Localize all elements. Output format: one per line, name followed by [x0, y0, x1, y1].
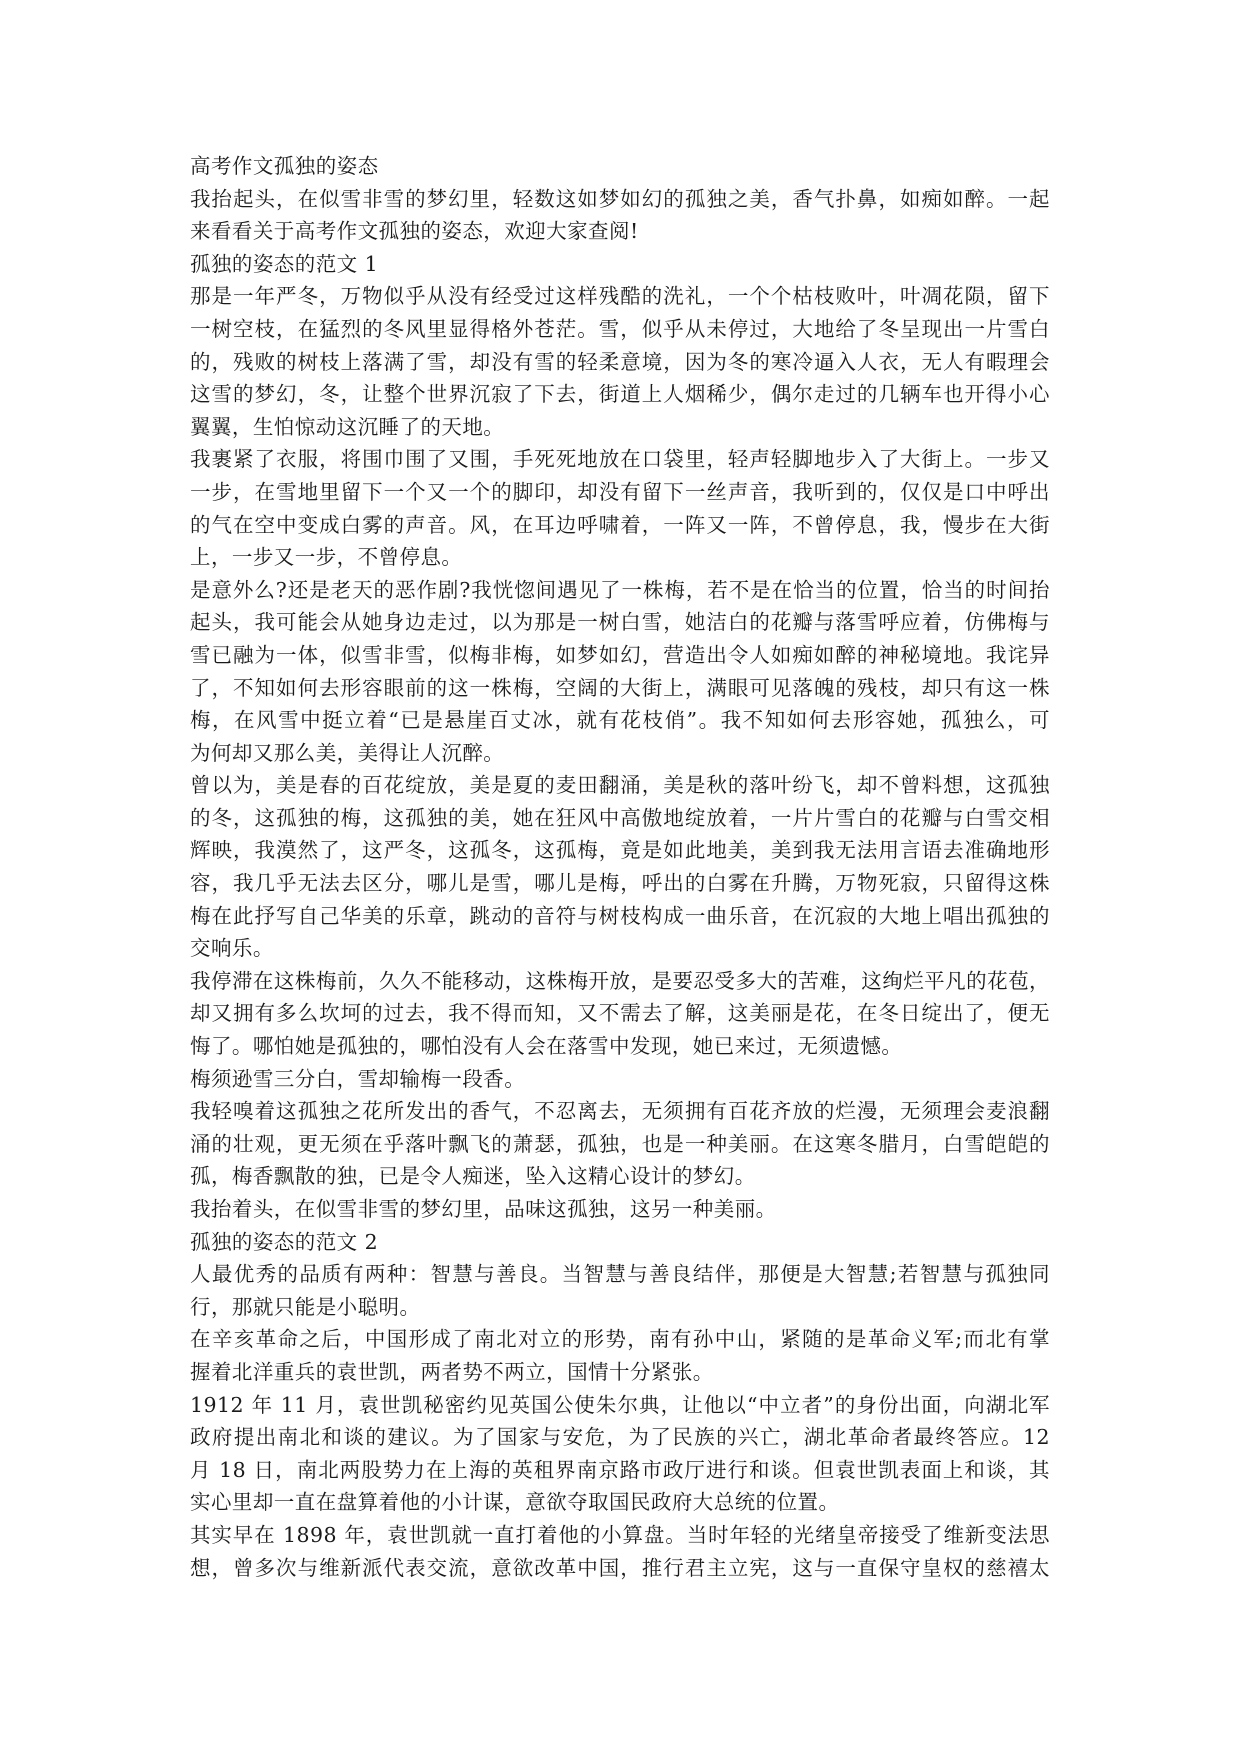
text-line: 人最优秀的品质有两种：智慧与善良。当智慧与善良结伴，那便是大智慧;若智慧与孤独同 — [190, 1262, 1050, 1287]
text-line: 我裹紧了衣服，将围巾围了又围，手死死地放在口袋里，轻声轻脚地步入了大街上。一步又 — [190, 447, 1050, 472]
text-line: 想，曾多次与维新派代表交流，意欲改革中国，推行君主立宪，这与一直保守皇权的慈禧太 — [190, 1555, 1050, 1580]
text-line: 辉映，我漠然了，这严冬，这孤冬，这孤梅，竟是如此地美，美到我无法用言语去准确地形 — [190, 838, 1050, 863]
text-line: 一步，在雪地里留下一个又一个的脚印，却没有留下一丝声音，我听到的，仅仅是口中呼出 — [190, 479, 1050, 504]
text-line: 为何却又那么美，美得让人沉醉。 — [190, 740, 505, 765]
text-line: 握着北洋重兵的袁世凯，两者势不两立，国情十分紧张。 — [190, 1359, 714, 1384]
text-line: 起头，我可能会从她身边走过，以为那是一树白雪，她洁白的花瓣与落雪呼应着，仿佛梅与 — [190, 610, 1050, 635]
text-line: 翼翼，生怕惊动这沉睡了的天地。 — [190, 414, 505, 439]
text-line: 容，我几乎无法去区分，哪儿是雪，哪儿是梅，呼出的白雾在升腾，万物死寂，只留得这株 — [190, 871, 1050, 896]
text-line: 我停滞在这株梅前，久久不能移动，这株梅开放，是要忍受多大的苦难，这绚烂平凡的花苞， — [190, 968, 1050, 993]
text-line: 其实早在 1898 年，袁世凯就一直打着他的小算盘。当时年轻的光绪皇帝接受了维新变法思 — [190, 1522, 1050, 1547]
text-line: 交响乐。 — [190, 936, 274, 961]
text-line: 涌的壮观，更无须在乎落叶飘飞的萧瑟，孤独，也是一种美丽。在这寒冬腊月，白雪皑皑的 — [190, 1131, 1050, 1156]
text-line: 孤，梅香飘散的独，已是令人痴迷，坠入这精心设计的梦幻。 — [190, 1164, 756, 1189]
text-line: 梅在此抒写自己华美的乐章，跳动的音符与树枝构成一曲乐音，在沉寂的大地上唱出孤独的 — [190, 903, 1050, 928]
text-line: 实心里却一直在盘算着他的小计谋，意欲夺取国民政府大总统的位置。 — [190, 1490, 840, 1515]
text-line: 我抬起头，在似雪非雪的梦幻里，轻数这如梦如幻的孤独之美，香气扑鼻，如痴如醉。一起 — [190, 186, 1050, 211]
text-line: 雪已融为一体，似雪非雪，似梅非梅，如梦如幻，营造出令人如痴如醉的神秘境地。我诧异 — [190, 642, 1050, 667]
text-line: 我抬着头，在似雪非雪的梦幻里，品味这孤独，这另一种美丽。 — [190, 1197, 777, 1221]
document-body — [190, 150, 1050, 1584]
text-line: 来看看关于高考作文孤独的姿态，欢迎大家查阅! — [190, 219, 639, 244]
text-line: 上，一步又一步，不曾停息。 — [190, 545, 463, 570]
text-line: 我轻嗅着这孤独之花所发出的香气，不忍离去，无须拥有百花齐放的烂漫，无须理会麦浪翻 — [190, 1099, 1050, 1124]
text-line: 在辛亥革命之后，中国形成了南北对立的形势，南有孙中山，紧随的是革命义军;而北有掌 — [190, 1327, 1050, 1352]
text-line: 的冬，这孤独的梅，这孤独的美，她在狂风中高傲地绽放着，一片片雪白的花瓣与白雪交相 — [190, 805, 1050, 830]
text-line: 的，残败的树枝上落满了雪，却没有雪的轻柔意境，因为冬的寒冷逼入人衣，无人有暇理会 — [190, 349, 1050, 374]
text-line: 1912 年 11 月，袁世凯秘密约见英国公使朱尔典，让他以“中立者”的身份出面，向湖北军 — [190, 1392, 1050, 1417]
text-line: 梅须逊雪三分白，雪却输梅一段香。 — [190, 1066, 526, 1091]
text-line: 政府提出南北和谈的建议。为了国家与安危，为了民族的兴亡，湖北革命者最终答应。12 — [190, 1425, 1050, 1450]
text-line: 一树空枝，在猛烈的冬风里显得格外苍茫。雪，似乎从未停过，大地给了冬呈现出一片雪白 — [190, 316, 1050, 341]
text-line: 是意外么?还是老天的恶作剧?我恍惚间遇见了一株梅，若不是在恰当的位置，恰当的时间抬 — [190, 577, 1050, 602]
text-line: 曾以为，美是春的百花绽放，美是夏的麦田翻涌，美是秋的落叶纷飞，却不曾料想，这孤独 — [190, 773, 1050, 798]
text-line: 那是一年严冬，万物似乎从没有经受过这样残酷的洗礼，一个个枯枝败叶，叶凋花陨，留下 — [190, 284, 1050, 309]
text-line: 孤独的姿态的范文 1 — [190, 251, 379, 276]
text-line: 月 18 日，南北两股势力在上海的英租界南京路市政厅进行和谈。但袁世凯表面上和谈，其 — [190, 1457, 1050, 1482]
text-line: 孤独的姿态的范文 2 — [190, 1229, 379, 1254]
text-line: 了，不知如何去形容眼前的这一株梅，空阔的大街上，满眼可见落魄的残枝，却只有这一株 — [190, 675, 1050, 700]
text-line: 这雪的梦幻，冬，让整个世界沉寂了下去，街道上人烟稀少，偶尔走过的几辆车也开得小心 — [190, 382, 1050, 407]
text-line: 却又拥有多么坎坷的过去，我不得而知，又不需去了解，这美丽是花，在冬日绽出了，便无 — [190, 1001, 1050, 1026]
text-line: 的气在空中变成白雾的声音。风，在耳边呼啸着，一阵又一阵，不曾停息，我，慢步在大街 — [190, 512, 1050, 537]
text-line: 悔了。哪怕她是孤独的，哪怕没有人会在落雪中发现，她已来过，无须遗憾。 — [190, 1034, 903, 1059]
document-title: 高考作文孤独的姿态 — [190, 154, 379, 178]
text-line: 梅，在风雪中挺立着“已是悬崖百丈冰，就有花枝俏”。我不知如何去形容她，孤独么，可 — [190, 708, 1050, 733]
text-line: 行，那就只能是小聪明。 — [190, 1294, 421, 1319]
